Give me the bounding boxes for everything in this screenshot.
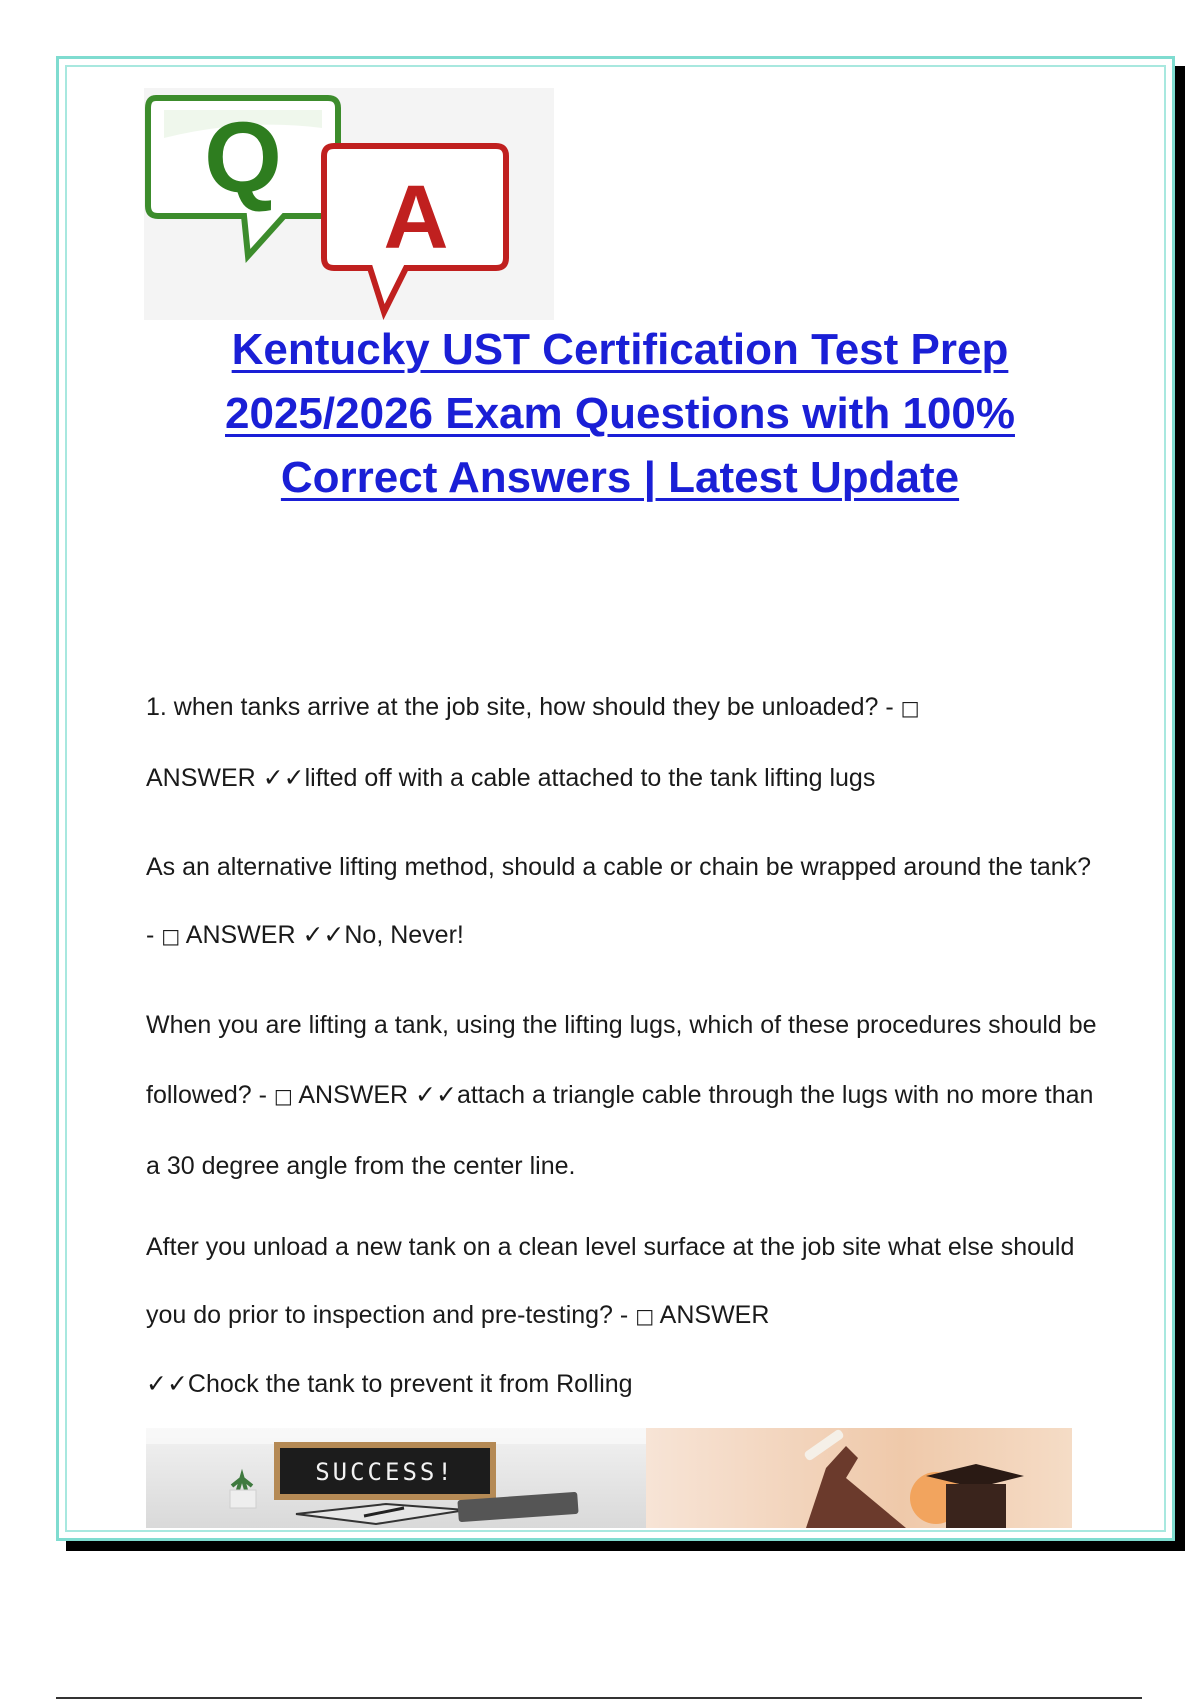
double-check-icon: ✓✓ bbox=[302, 920, 345, 949]
double-check-icon: ✓✓ bbox=[415, 1080, 457, 1109]
question-text: When you are lifting a tank, using the lifting lugs, which of these procedures should be followed? - bbox=[146, 1011, 1097, 1109]
answer-label: ANSWER bbox=[659, 1301, 770, 1329]
answer-marker-icon: □ bbox=[273, 1084, 293, 1108]
answer-label: ANSWER bbox=[185, 921, 296, 949]
qa-item-2 bbox=[146, 833, 1106, 970]
qa-item-3 bbox=[146, 990, 1106, 1201]
qa-item-1 bbox=[146, 672, 1106, 813]
q-letter: Q bbox=[204, 102, 282, 214]
question-text: 1. when tanks arrive at the job site, how should they be unloaded? - bbox=[146, 693, 894, 721]
answer-marker-icon: □ bbox=[635, 1304, 655, 1328]
title-line-1: Kentucky UST Certification Test Prep bbox=[231, 325, 1009, 374]
page-bottom-rule bbox=[56, 1697, 1142, 1699]
qa-logo-icon bbox=[144, 88, 554, 320]
double-check-icon: ✓✓ bbox=[262, 763, 305, 792]
question-text: After you unload a new tank on a clean level surface at the job site what else should you do prior to inspection and pre-testing? - bbox=[146, 1233, 1075, 1329]
graduate-diploma-photo bbox=[646, 1428, 1072, 1528]
title-line-3: Correct Answers | Latest Update bbox=[280, 453, 960, 502]
document-title[interactable] bbox=[140, 318, 1100, 510]
double-check-icon: ✓✓ bbox=[146, 1369, 188, 1398]
success-banner-image bbox=[146, 1428, 1072, 1528]
question-text: As an alternative lifting method, should a cable or chain be wrapped around the tank? - bbox=[146, 853, 1092, 949]
title-line-2: 2025/2026 Exam Questions with 100% bbox=[225, 389, 1015, 438]
answer-label: ANSWER bbox=[298, 1081, 409, 1109]
success-desk-photo bbox=[146, 1428, 646, 1528]
answer-text: No, Never! bbox=[344, 921, 464, 949]
answer-label: ANSWER bbox=[146, 764, 256, 792]
a-letter: A bbox=[383, 168, 449, 268]
answer-marker-icon: □ bbox=[161, 924, 181, 948]
answer-text: Chock the tank to prevent it from Rolling bbox=[187, 1370, 633, 1398]
answer-text: lifted off with a cable attached to the tank lifting lugs bbox=[304, 764, 876, 792]
answer-text: attach a triangle cable through the lugs with no more than a 30 degree angle from the center line. bbox=[146, 1081, 1094, 1180]
chalkboard-text: SUCCESS! bbox=[315, 1458, 455, 1486]
answer-marker-icon: □ bbox=[900, 696, 920, 720]
qa-item-4 bbox=[146, 1213, 1106, 1418]
